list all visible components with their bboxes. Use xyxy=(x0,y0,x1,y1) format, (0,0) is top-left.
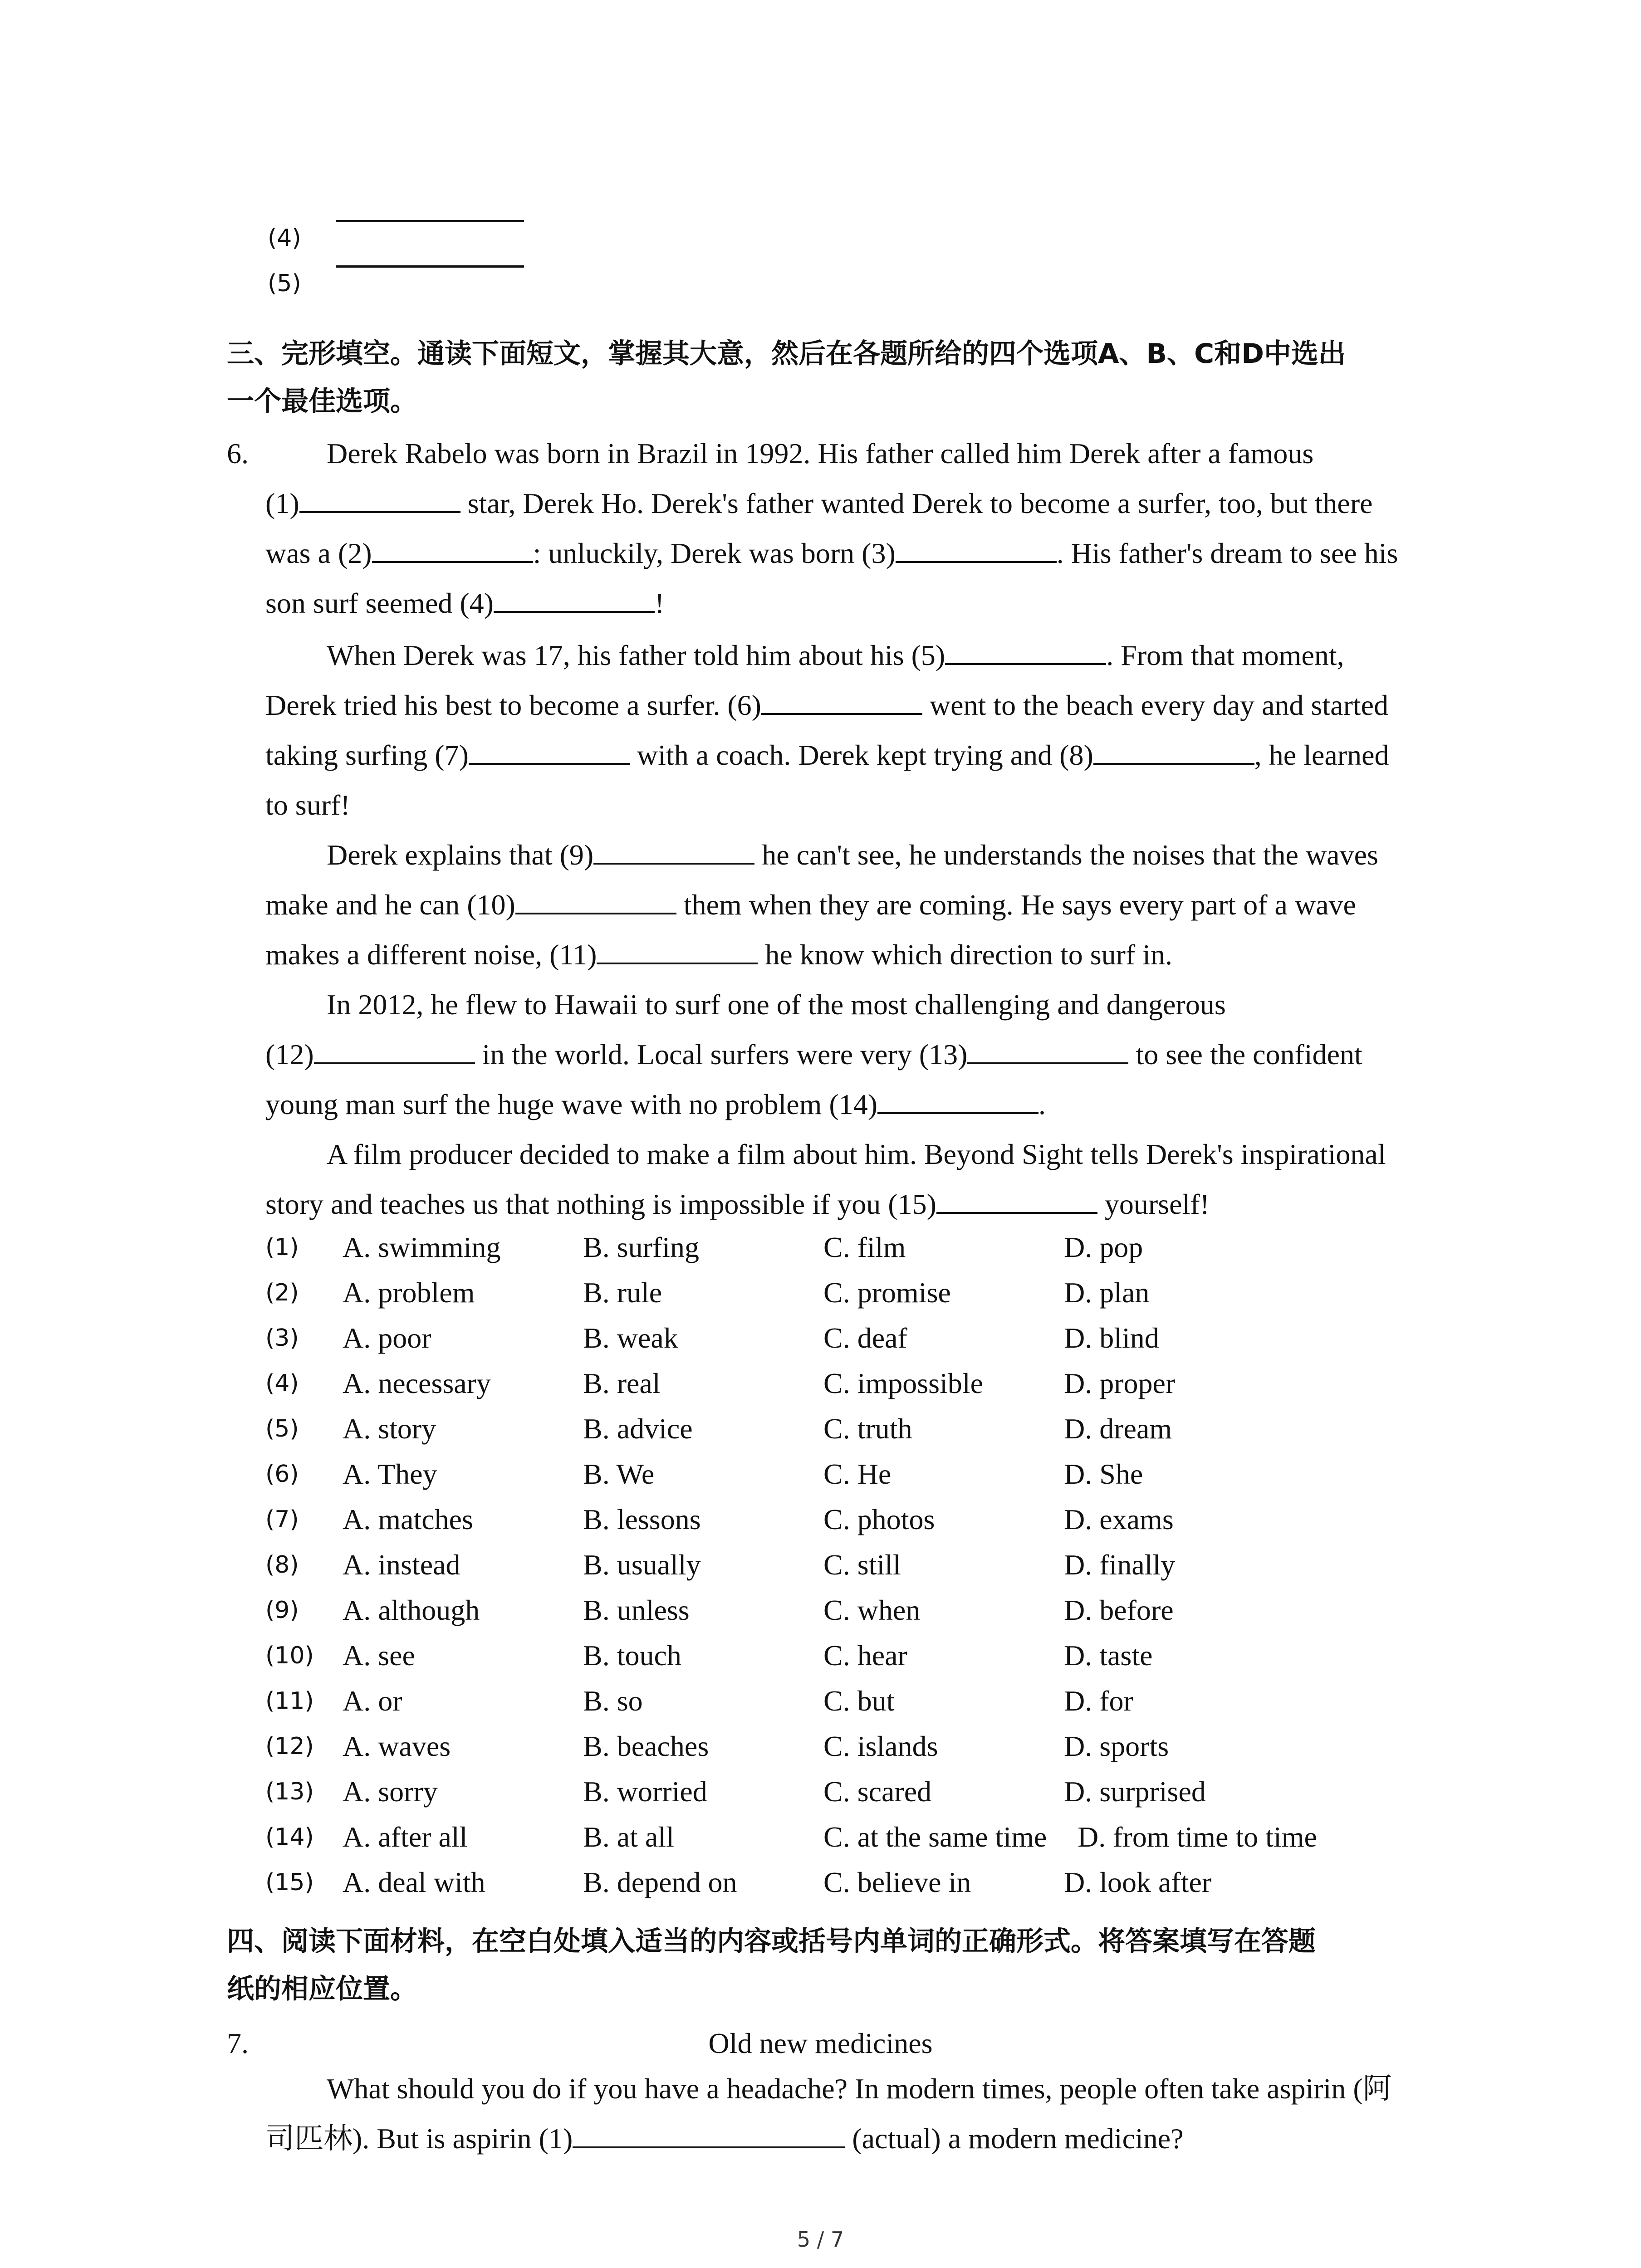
option-a[interactable]: A. problem xyxy=(343,1276,475,1309)
option-d[interactable]: D. look after xyxy=(1064,1866,1212,1898)
answer-blank xyxy=(1093,736,1254,765)
option-c[interactable]: C. at the same time xyxy=(823,1821,1047,1853)
option-a[interactable]: A. deal with xyxy=(343,1866,485,1898)
option-a[interactable]: A. waves xyxy=(343,1730,451,1762)
passage-text: Derek Rabelo was born in Brazil in 1992. His father called him Derek after a famous xyxy=(327,437,1314,469)
passage-text: star, Derek Ho. Derek's father wanted Derek to become a surfer, too, but there xyxy=(460,487,1373,519)
option-c[interactable]: C. islands xyxy=(823,1730,938,1762)
section-heading: 一个最佳选项。 xyxy=(227,386,417,417)
passage-line xyxy=(265,730,1450,780)
passage-line xyxy=(265,1179,1450,1229)
answer-blank xyxy=(372,534,533,563)
option-c[interactable]: C. He xyxy=(823,1458,892,1490)
answer-blank xyxy=(515,885,676,914)
option-number: (3) xyxy=(265,1325,299,1352)
option-c[interactable]: C. truth xyxy=(823,1413,912,1445)
option-c[interactable]: C. when xyxy=(823,1594,921,1626)
passage-line xyxy=(265,631,1450,680)
option-a[interactable]: A. necessary xyxy=(343,1367,491,1399)
passage-text: yourself! xyxy=(1097,1188,1210,1220)
passage-text: (actual) a modern medicine? xyxy=(845,2122,1184,2155)
passage-text: went to the beach every day and started xyxy=(922,689,1389,721)
passage-text: When Derek was 17, his father told him about his (5) xyxy=(327,639,945,671)
option-number: (4) xyxy=(265,1370,299,1397)
passage-line xyxy=(265,1030,1450,1080)
passage-text: , he learned xyxy=(1254,739,1389,771)
page-number: 5 / 7 xyxy=(797,2227,844,2252)
option-a[interactable]: A. or xyxy=(343,1685,402,1717)
answer-blank xyxy=(877,1085,1038,1114)
passage-text: to see the confident xyxy=(1128,1038,1362,1070)
option-b[interactable]: B. rule xyxy=(583,1276,662,1309)
passage-line xyxy=(265,429,1450,479)
passage-text: . His father's dream to see his xyxy=(1056,537,1398,569)
option-d[interactable]: D. finally xyxy=(1064,1549,1176,1581)
option-c[interactable]: C. hear xyxy=(823,1639,907,1672)
section-heading: 三、完形填空。通读下面短文，掌握其大意，然后在各题所给的四个选项A、B、C和D中选出 xyxy=(227,338,1346,370)
passage-text: : unluckily, Derek was born (3) xyxy=(533,537,896,569)
answer-blank xyxy=(936,1185,1097,1214)
item-number: (5) xyxy=(268,270,301,297)
passage-text: What should you do if you have a headache? In modern times, people often take aspirin (阿 xyxy=(327,2072,1392,2105)
option-a[interactable]: A. swimming xyxy=(343,1231,501,1263)
option-d[interactable]: D. before xyxy=(1064,1594,1174,1626)
passage-text: . xyxy=(1038,1088,1046,1120)
passage-text: 司匹林). But is aspirin (1) xyxy=(265,2122,573,2155)
option-a[interactable]: A. although xyxy=(343,1594,480,1626)
passage-text: he can't see, he understands the noises that the waves xyxy=(754,839,1378,871)
option-d[interactable]: D. surprised xyxy=(1064,1775,1206,1808)
option-a[interactable]: A. see xyxy=(343,1639,415,1672)
option-b[interactable]: B. We xyxy=(583,1458,655,1490)
option-b[interactable]: B. beaches xyxy=(583,1730,709,1762)
option-c[interactable]: C. scared xyxy=(823,1775,932,1808)
option-a[interactable]: A. matches xyxy=(343,1503,473,1535)
answer-blank xyxy=(494,584,655,613)
option-a[interactable]: A. story xyxy=(343,1413,436,1445)
option-a[interactable]: A. sorry xyxy=(343,1775,438,1808)
passage-line xyxy=(265,2114,1450,2164)
option-b[interactable]: B. worried xyxy=(583,1775,707,1808)
option-d[interactable]: D. pop xyxy=(1064,1231,1143,1263)
option-b[interactable]: B. unless xyxy=(583,1594,690,1626)
passage-text: (12) xyxy=(265,1038,314,1070)
answer-blank xyxy=(896,534,1057,563)
option-number: (13) xyxy=(265,1778,314,1805)
option-a[interactable]: A. poor xyxy=(343,1322,431,1354)
option-number: (12) xyxy=(265,1733,314,1760)
option-c[interactable]: C. but xyxy=(823,1685,895,1717)
answer-blank xyxy=(945,636,1106,665)
answer-blank xyxy=(761,686,922,715)
option-d[interactable]: D. exams xyxy=(1064,1503,1174,1535)
passage-text: in the world. Local surfers were very (13) xyxy=(475,1038,968,1070)
passage-line xyxy=(265,2064,1450,2114)
option-c[interactable]: C. photos xyxy=(823,1503,935,1535)
passage-line xyxy=(265,479,1450,528)
passage-text: story and teaches us that nothing is impossible if you (15) xyxy=(265,1188,936,1220)
option-number: (10) xyxy=(265,1642,314,1669)
option-a[interactable]: A. instead xyxy=(343,1549,460,1581)
option-b[interactable]: B. so xyxy=(583,1685,643,1717)
answer-blank xyxy=(469,736,630,765)
passage-line xyxy=(265,980,1450,1030)
passage-title: Old new medicines xyxy=(708,2027,933,2059)
option-b[interactable]: B. real xyxy=(583,1367,661,1399)
answer-line xyxy=(336,265,524,268)
answer-line xyxy=(336,220,524,222)
option-d[interactable]: D. proper xyxy=(1064,1367,1176,1399)
option-number: (2) xyxy=(265,1279,299,1306)
option-b[interactable]: B. lessons xyxy=(583,1503,701,1535)
option-b[interactable]: B. surfing xyxy=(583,1231,699,1263)
answer-blank xyxy=(967,1035,1128,1064)
passage-text: makes a different noise, (11) xyxy=(265,938,597,971)
answer-blank xyxy=(593,836,754,865)
option-d[interactable]: D. taste xyxy=(1064,1639,1153,1672)
passage-text: young man surf the huge wave with no problem (14) xyxy=(265,1088,878,1120)
option-d[interactable]: D. sports xyxy=(1064,1730,1169,1762)
answer-blank xyxy=(597,935,758,964)
option-b[interactable]: B. depend on xyxy=(583,1866,737,1898)
option-d[interactable]: D. for xyxy=(1064,1685,1133,1717)
passage-line xyxy=(265,830,1450,880)
option-d[interactable]: D. plan xyxy=(1064,1276,1150,1309)
answer-blank xyxy=(299,484,460,513)
passage-text: with a coach. Derek kept trying and (8) xyxy=(629,739,1093,771)
section-heading: 纸的相应位置。 xyxy=(227,1973,417,2005)
option-number: (1) xyxy=(265,1234,299,1261)
passage-text: Derek tried his best to become a surfer. (6) xyxy=(265,689,761,721)
option-c[interactable]: C. deaf xyxy=(823,1322,907,1354)
passage-text: In 2012, he flew to Hawaii to surf one of the most challenging and dangerous xyxy=(327,988,1226,1021)
passage-text: make and he can (10) xyxy=(265,889,515,921)
passage-line xyxy=(265,1129,1450,1179)
option-c[interactable]: C. film xyxy=(823,1231,906,1263)
option-number: (11) xyxy=(265,1687,314,1715)
option-number: (6) xyxy=(265,1461,299,1488)
option-b[interactable]: B. weak xyxy=(583,1322,678,1354)
option-b[interactable]: B. touch xyxy=(583,1639,681,1672)
answer-blank xyxy=(573,2119,845,2148)
passage-text: to surf! xyxy=(265,789,350,821)
passage-line xyxy=(265,578,1450,628)
passage-text: A film producer decided to make a film about him. Beyond Sight tells Derek's inspirational xyxy=(327,1138,1386,1170)
option-d[interactable]: D. She xyxy=(1064,1458,1143,1490)
option-b[interactable]: B. usually xyxy=(583,1549,701,1581)
option-number: (14) xyxy=(265,1823,314,1851)
passage-line xyxy=(265,880,1450,930)
passage-line xyxy=(265,1080,1450,1129)
passage-text: (1) xyxy=(265,487,299,519)
passage-line xyxy=(265,780,1450,830)
option-number: (15) xyxy=(265,1869,314,1896)
option-d[interactable]: D. blind xyxy=(1064,1322,1159,1354)
option-number: (5) xyxy=(265,1415,299,1442)
option-a[interactable]: A. after all xyxy=(343,1821,468,1853)
option-c[interactable]: C. still xyxy=(823,1549,901,1581)
item-number: (4) xyxy=(268,225,301,252)
passage-line xyxy=(265,528,1450,578)
passage-text: Derek explains that (9) xyxy=(327,839,594,871)
passage-text: them when they are coming. He says every part of a wave xyxy=(676,889,1356,921)
option-c[interactable]: C. believe in xyxy=(823,1866,971,1898)
option-b[interactable]: B. advice xyxy=(583,1413,693,1445)
passage-text: was a (2) xyxy=(265,537,372,569)
question-number: 6. xyxy=(227,437,249,469)
option-b[interactable]: B. at all xyxy=(583,1821,674,1853)
option-number: (9) xyxy=(265,1597,299,1624)
option-number: (7) xyxy=(265,1506,299,1533)
answer-blank xyxy=(314,1035,475,1064)
question-number: 7. xyxy=(227,2027,249,2059)
option-d[interactable]: D. dream xyxy=(1064,1413,1172,1445)
option-d[interactable]: D. from time to time xyxy=(1078,1821,1317,1853)
passage-text: ! xyxy=(654,587,665,619)
passage-text: son surf seemed (4) xyxy=(265,587,494,619)
section-heading: 四、阅读下面材料，在空白处填入适当的内容或括号内单词的正确形式。将答案填写在答题 xyxy=(227,1926,1316,1957)
passage-line xyxy=(265,930,1450,980)
passage-line xyxy=(265,680,1450,730)
option-c[interactable]: C. promise xyxy=(823,1276,951,1309)
option-a[interactable]: A. They xyxy=(343,1458,437,1490)
option-c[interactable]: C. impossible xyxy=(823,1367,984,1399)
option-number: (8) xyxy=(265,1551,299,1579)
passage-text: taking surfing (7) xyxy=(265,739,469,771)
passage-text: . From that moment, xyxy=(1106,639,1344,671)
passage-text: he know which direction to surf in. xyxy=(758,938,1172,971)
